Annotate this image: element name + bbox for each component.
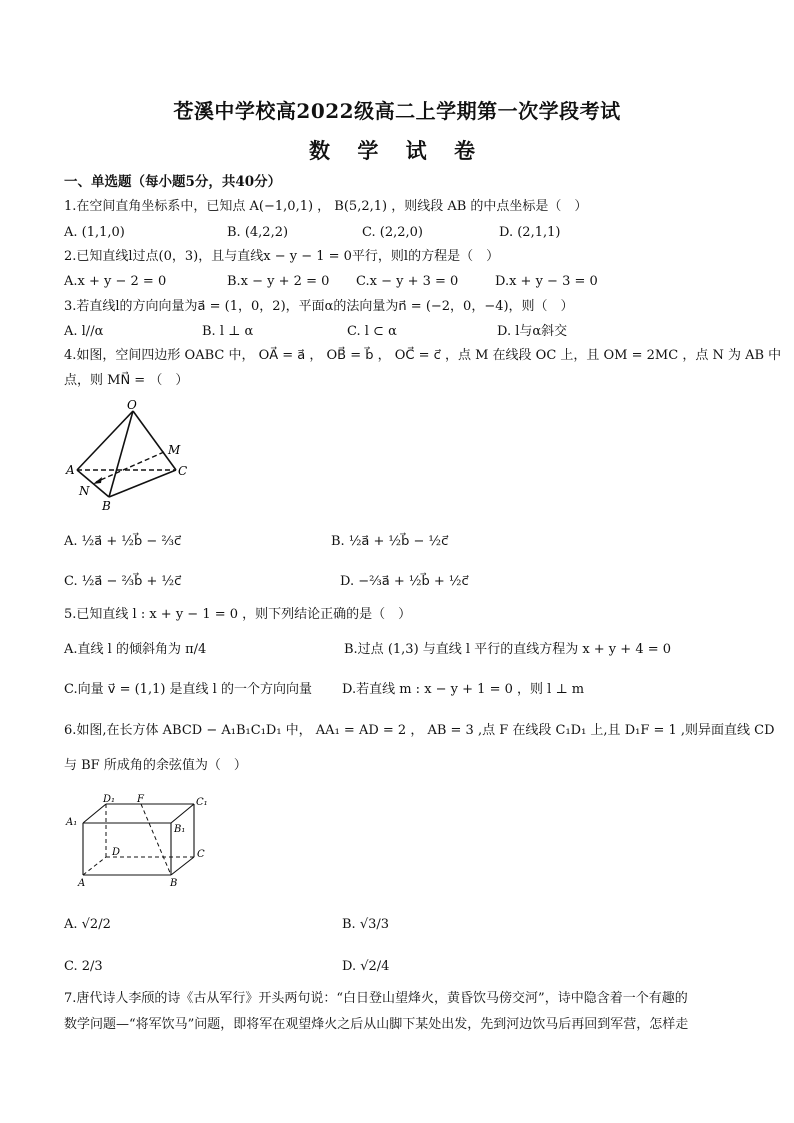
tetrahedron-figure <box>66 398 196 513</box>
label-b: B <box>170 878 178 889</box>
q6-option-d: D. √2/4 <box>342 959 390 974</box>
label-b: B <box>102 499 111 513</box>
label-a: A <box>66 463 75 477</box>
q3-option-d: D. l与α斜交 <box>497 324 568 339</box>
q1-option-b: B. (4,2,2) <box>227 225 289 240</box>
label-a: A <box>78 878 86 889</box>
q1-option-c: C. (2,2,0) <box>362 225 423 240</box>
q2-stem: 2.已知直线l过点(0，3)，且与直线x − y − 1 = 0平行，则l的方程是（ ） <box>64 249 500 264</box>
q3-option-b: B. l ⊥ α <box>202 324 254 339</box>
q6-stem-line1: 6.如图,在长方体 ABCD − A₁B₁C₁D₁ 中， AA₁ = AD = 2 ， AB = 3 ,点 F 在线段 C₁D₁ 上,且 D₁F = 1 ,则异面直线 CD <box>64 723 775 738</box>
q6-option-a: A. √2/2 <box>64 917 111 932</box>
label-b1: B₁ <box>174 824 186 835</box>
label-c: C <box>178 464 188 478</box>
q6-option-c: C. 2/3 <box>64 959 103 974</box>
q4-option-d: D. −⅔a⃗ + ½b⃗ + ½c⃗ <box>340 574 469 589</box>
exam-subtitle: 数 学 试 卷 <box>309 138 485 163</box>
q5-option-c: C.向量 v⃗ = (1,1) 是直线 l 的一个方向向量 <box>64 682 312 697</box>
q5-stem: 5.已知直线 l : x + y − 1 = 0 ，则下列结论正确的是（ ） <box>64 607 412 622</box>
section-heading: 一、单选题（每小题5分，共40分） <box>64 174 282 190</box>
label-o: O <box>127 398 137 412</box>
q2-option-d: D.x + y − 3 = 0 <box>495 274 598 289</box>
label-d1: D₁ <box>103 794 116 805</box>
q2-option-a: A.x + y − 2 = 0 <box>64 274 167 289</box>
q2-option-c: C.x − y + 3 = 0 <box>356 274 459 289</box>
q3-option-a: A. l//α <box>64 324 104 339</box>
q4-option-c: C. ½a⃗ − ⅔b⃗ + ½c⃗ <box>64 574 182 589</box>
label-m: M <box>168 443 181 457</box>
label-f: F <box>137 794 144 805</box>
q7-line1: 7.唐代诗人李颀的诗《古从军行》开头两句说：“白日登山望烽火，黄昏饮马傍交河”，诗中隐含着一个有趣的 <box>64 991 688 1006</box>
label-c1: C₁ <box>196 797 208 808</box>
exam-title: 苍溪中学校高2022级高二上学期第一次学段考试 <box>173 99 621 123</box>
label-a1: A₁ <box>66 817 78 828</box>
q4-option-b: B. ½a⃗ + ½b⃗ − ½c⃗ <box>331 534 449 549</box>
q3-option-c: C. l ⊂ α <box>347 324 397 339</box>
q1-option-d: D. (2,1,1) <box>499 225 561 240</box>
q4-option-a: A. ½a⃗ + ½b⃗ − ⅔c⃗ <box>64 534 182 549</box>
q6-stem-line2: 与 BF 所成角的余弦值为（ ） <box>64 758 247 773</box>
q5-option-d: D.若直线 m : x − y + 1 = 0 ，则 l ⊥ m <box>342 682 585 697</box>
q4-stem-line2: 点，则 MN⃗ = （ ） <box>64 373 189 388</box>
q5-option-a: A.直线 l 的倾斜角为 π/4 <box>64 642 207 657</box>
q4-stem-line1: 4.如图，空间四边形 OABC 中， OA⃗ = a⃗ ， OB⃗ = b⃗ ， OC⃗ = c⃗ ，点 M 在线段 OC 上，且 OM = 2MC ，点 N 为 AB 中 <box>64 348 782 363</box>
label-n: N <box>79 484 90 498</box>
label-d: D <box>112 847 121 858</box>
q3-stem: 3.若直线l的方向向量为a⃗ = (1，0，2)，平面α的法向量为n⃗ = (−2，0，−4)，则（ ） <box>64 299 574 314</box>
q1-stem: 1.在空间直角坐标系中，已知点 A(−1,0,1) ， B(5,2,1) ，则线段 AB 的中点坐标是（ ） <box>64 199 588 214</box>
q6-option-b: B. √3/3 <box>342 917 390 932</box>
q5-option-b: B.过点 (1,3) 与直线 l 平行的直线方程为 x + y + 4 = 0 <box>344 642 672 657</box>
cuboid-figure <box>66 793 226 893</box>
q2-option-b: B.x − y + 2 = 0 <box>227 274 330 289</box>
q7-line2: 数学问题—“将军饮马”问题，即将军在观望烽火之后从山脚下某处出发，先到河边饮马后再回到军营，怎样走 <box>64 1017 689 1032</box>
q1-option-a: A. (1,1,0) <box>64 225 125 240</box>
label-c: C <box>197 849 205 860</box>
